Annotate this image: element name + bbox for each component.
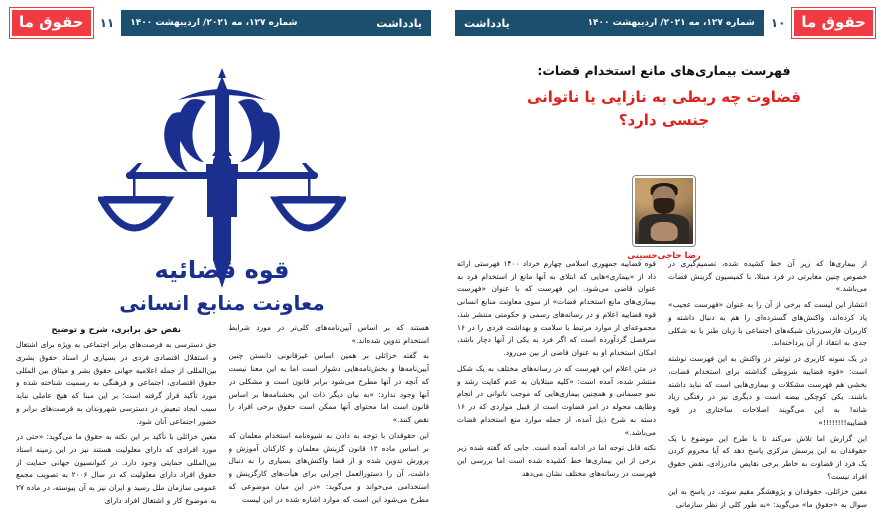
paragraph: حق دسترسی به فرصت‌های برابر اجتماعی به ویژه برای اشتغال و استقلال اقتصادی فردی در بسیاری از اسناد حقوق بشری بین‌المللی از جمله اعلامیه جهانی حقوق بشر و میثاق بین المللی حقوق اقتصادی، اجتماعی و فرهنگی به رسمیت شناخته شده و مورد تأکید قرار گرفته است؛ بر این مبنا که هیچ عاملی نباید سبب ایجاد تبعیض در دسترسی شهروندان به فرصت‌های برابر و حضور اجتماعی آنان شود. xyxy=(16,340,217,426)
section-label-right: یادداشت xyxy=(464,16,510,30)
page-right xyxy=(443,0,885,520)
judiciary-emblem-icon xyxy=(98,60,346,328)
page-left-header xyxy=(0,0,443,46)
author-photo xyxy=(633,176,695,246)
issue-line-right: شماره ۱۲۷، مه ۲۰۲۱/ اردیبهشت ۱۴۰۰ xyxy=(587,18,755,28)
paragraph: قوه قضاییه جمهوری اسلامی چهارم خرداد ۱۴۰۰ فهرستی ارائه داد از «بیماری»هایی که ابتلای به آنها مانع از استخدام فرد به عنوان قاضی می‌شود. این فهرست که با عنوان «فهرست بیماری‌های مانع استخدام قضات» از سوی معاونت منابع انسانی قوه قضاییه اعلام و در رسانه‌های رسمی و حکومتی منتشر شد، مجموعه‌ای از موارد مرتبط با سلامت و بهداشت فردی را در ۱۶ سرفصل گردآورده است که اگر فرد به یکی از آنها دچار باشد، امکان استخدام او به عنوان قاضی از بین می‌رود. xyxy=(457,259,656,358)
column-right-middle xyxy=(668,258,867,514)
section-subheading: نقض حق برابری، شرح و توضیح xyxy=(51,324,181,334)
section-label-left: یادداشت xyxy=(376,16,422,30)
paragraph: هستند که بر اساس آیین‌نامه‌های کلی‌تر در مورد شرایط استخدام تدوین شده‌اند.» xyxy=(228,323,429,345)
publication-logo-left[interactable]: حقوق ما xyxy=(10,8,93,38)
paragraph: به گفته خزائلی بر همین اساس غیرقانونی دانستن چنین آیین‌نامه‌ها و بخش‌نامه‌هایی دشوار است اما به این معنا نیست که آنچه در آنها مطرح می‌شود برابر قانون است و مشکلی در آنها وجود ندارد: «به بیان دیگر ذات این بخشنامه‌ها بر اساس قانون است اما محتوای آنها ممکن است حقوق برخی افراد را نقض کنند.» xyxy=(228,351,429,425)
emblem-title-2: معاونت منابع انسانی xyxy=(118,291,325,315)
author-name: رضا حاجی‌حسینی xyxy=(627,251,701,261)
paragraph: این حقوقدان با توجه به دادن به شیوه‌نامه استخدام معلمان که بر اساس ماده ۱۲ قانون گزینش معلمان و کارکنان آموزش و پرورش تدوین شده و از قضا واکنش‌های بسیاری را به دنبال داشت، آن را دستورالعمل اجرایی برای هیأت‌های کارگزینش و استخدامی می‌خواند و می‌گوید: «در این میان موضوعی که مطرح می‌شود این است که موارد اشاره شده در این لیست xyxy=(228,430,429,504)
column-right-outer xyxy=(457,258,656,514)
header-bar-left xyxy=(121,10,431,36)
page-number-left: ۱۱ xyxy=(99,16,115,30)
page-number-right: ۱۰ xyxy=(770,16,786,30)
judiciary-emblem-block xyxy=(0,46,443,328)
paragraph: انتشار این لیست که برخی از آن را به عنوان «فهرست عجیب» یاد کرده‌اند، واکنش‌های گسترده‌ای را هم به دنبال داشته و کاربران فارسی‌زبان شبکه‌های اجتماعی با زبان طنز یا به شکلی جدی به انتقاد از آن پرداخته‌اند. xyxy=(668,300,867,348)
article-headline-line-1: قضاوت چه ربطی به نازایی یا ناتوانی xyxy=(526,87,802,106)
column-left-outer xyxy=(16,322,217,516)
column-left-inner xyxy=(229,322,430,516)
body-columns-right xyxy=(443,258,885,516)
publication-logo[interactable]: حقوق ما xyxy=(792,8,875,38)
article-headline-line-2: جنسی دارد؟ xyxy=(618,111,710,129)
paragraph: در متن اعلام این فهرست که در رسانه‌های مختلف به یک شکل منتشر شده، آمده است: «کلیه مبتلایان به عدم کفایت رشد و نمو جسمانی و همچنین بیماری‌هایی که موجب ناتوانی در انجام وظایف محوله در امر قضاوت است از قبیل مواردی که در ۱۶ دسته به شرح ذیل آمده، از جمله موارد منع استخدام قضات می‌باشد.» xyxy=(457,363,656,437)
paragraph: این گزارش اما تلاش می‌کند تا با طرح این موضوع با یک حقوقدان به این پرسش مرکزی پاسخ دهد که آیا محروم کردن یک فرد از قضاوت به خاطر برخی نقایص مادرزادی، نقض حقوق افراد نیست؟ xyxy=(668,433,867,481)
body-columns-left xyxy=(0,322,443,516)
author-block xyxy=(443,176,885,261)
header-bar-right xyxy=(455,10,764,36)
headline-block xyxy=(443,46,885,132)
paragraph: نکته قابل توجه اما در ادامه آمده است. جایی که گفته شده زیر برخی از این بیماری‌ها خط کشیده شده است اما بررسی این فهرست در رسانه‌های مختلف نشان می‌دهد xyxy=(457,443,656,478)
page-right-header xyxy=(443,0,885,46)
photo-hands xyxy=(651,222,678,242)
emblem-title-1: قوه قضائیه xyxy=(153,256,290,284)
issue-line-left: شماره ۱۲۷، مه ۲۰۲۱/ اردیبهشت ۱۴۰۰ xyxy=(130,18,298,28)
paragraph: معین خزائلی با تأکید بر این نکته به حقوق ما می‌گوید: «حتی در مورد افرادی که دارای معلولیت هستند نیز در این زمینه اسناد بین‌المللی حمایتی وجود دارد. در کنوانسیون جهانی حمایت از حقوق افراد دارای معلولیت که در سال ۲۰۰۶ به تصویب مجمع عمومی سازمان ملل رسید و ایران نیز به آن پیوسته، در ماده ۲۷ به موضوع کار و اشتغال افراد دارای xyxy=(16,432,217,505)
paragraph: از بیماری‌ها که زیر آن خط کشیده شده، تصمیم‌گیری در خصوص چنین مغایرتی در فرد مبتلا، با کمیسیون گزینش قضات می‌باشد.» xyxy=(668,259,867,294)
paragraph: معین خزائلی، حقوقدان و پژوهشگر مقیم سوئد، در پاسخ به این سوال به «حقوق ما» می‌گوید: «به طور کلی از نظر سازمانی xyxy=(668,487,867,510)
paragraph: در یک نمونه کاربری در توئیتر در واکنش به این فهرست نوشته است: «قوه قضاییه شروطی گذاشته برای استخدام قضات، بخشی هم فهرست مشکلات و بیماری‌هایی است که نباید داشته باشند. یکی کوچکی بیضه است و دیگری نیز در رفتگی زیاد شانه! به این می‌گویند اصلاحات ساختاری در قوه قضاییه!!!!!!!!» xyxy=(668,354,867,427)
article-kicker: فهرست بیماری‌های مانع استخدام قضات: xyxy=(537,63,791,78)
photo-beard xyxy=(654,198,675,214)
